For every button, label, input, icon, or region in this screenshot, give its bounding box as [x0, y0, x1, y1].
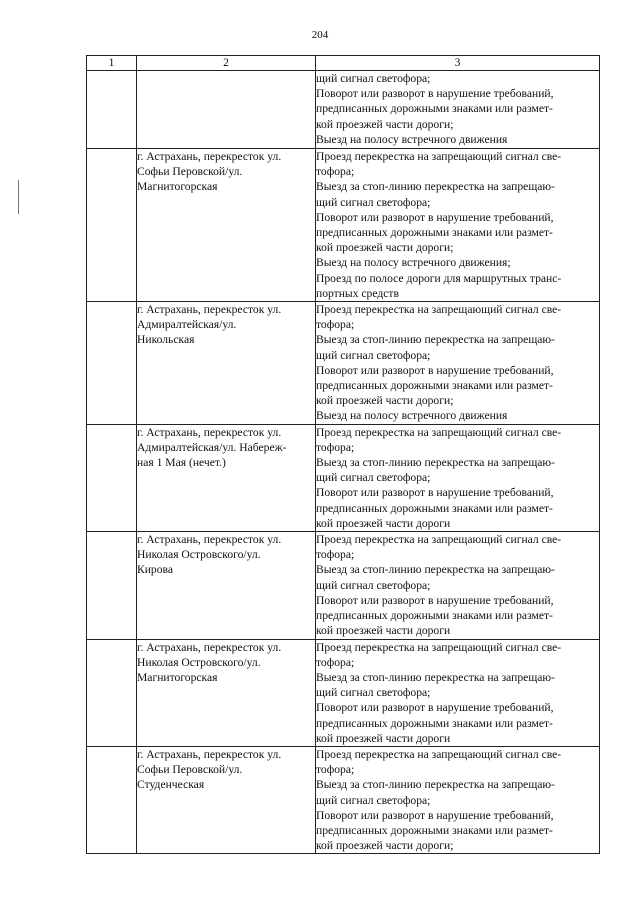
violation-line: щий сигнал светофора; [316, 686, 431, 700]
row-number-cell [87, 746, 137, 853]
violation-line: предписанных дорожными знаками или размет- [316, 226, 553, 240]
location-cell: г. Астрахань, перекресток ул. Софьи Перовской/ул. Студенческая [137, 746, 316, 853]
violation-line: щий сигнал светофора; [316, 578, 431, 592]
location-cell: г. Астрахань, перекресток ул. Адмиралтейская/ул. Набереж- ная 1 Мая (нечет.) [137, 424, 316, 531]
row-number-cell [87, 424, 137, 531]
table-row [87, 746, 600, 853]
table-row [87, 639, 600, 746]
violation-line: тофора; [316, 165, 355, 179]
traffic-camera-table [86, 55, 600, 854]
violation-line: тофора; [316, 440, 355, 454]
violation-line: щий сигнал светофора; [316, 793, 431, 807]
violation-line: Поворот или разворот в нарушение требований, [316, 363, 554, 377]
violation-line: тофора; [316, 318, 355, 332]
violation-line: Поворот или разворот в нарушение требований, [316, 486, 554, 500]
row-number-cell [87, 71, 137, 149]
violation-line: Выезд за стоп-линию перекрестка на запрещаю- [316, 180, 555, 194]
violation-line: предписанных дорожными знаками или размет- [316, 102, 553, 116]
violation-line: кой проезжей части дороги; [316, 394, 454, 408]
violation-line: предписанных дорожными знаками или размет- [316, 501, 553, 515]
column-header-2: 2 [137, 56, 316, 71]
violation-line: Проезд перекрестка на запрещающий сигнал све- [316, 533, 562, 547]
location-cell: г. Астрахань, перекресток ул. Адмиралтейская/ул. Никольская [137, 302, 316, 425]
violation-line: предписанных дорожными знаками или размет- [316, 716, 553, 730]
violations-cell [316, 302, 600, 425]
violation-line: предписанных дорожными знаками или размет- [316, 379, 553, 393]
violation-line: Проезд перекрестка на запрещающий сигнал све- [316, 747, 562, 761]
scan-mark [18, 180, 19, 214]
violation-line: кой проезжей части дороги; [316, 117, 454, 131]
table-body [87, 71, 600, 854]
violations-cell [316, 639, 600, 746]
violation-line: Проезд перекрестка на запрещающий сигнал све- [316, 150, 562, 163]
violation-line: Выезд на полосу встречного движения [316, 409, 508, 423]
violation-line: Поворот или разворот в нарушение требований, [316, 701, 554, 715]
location-cell: г. Астрахань, перекресток ул. Николая Островского/ул. Магнитогорская [137, 639, 316, 746]
row-number-cell [87, 639, 137, 746]
violation-line: предписанных дорожными знаками или размет- [316, 609, 553, 623]
violation-line: Выезд за стоп-линию перекрестка на запрещаю- [316, 778, 555, 792]
violation-line: Проезд перекрестка на запрещающий сигнал све- [316, 640, 562, 654]
table-row [87, 71, 600, 149]
row-number-cell [87, 149, 137, 302]
table-row [87, 302, 600, 425]
violation-line: Поворот или разворот в нарушение требований, [316, 210, 554, 224]
violation-line: Проезд по полосе дороги для маршрутных транс- [316, 271, 562, 285]
violation-line: кой проезжей части дороги; [316, 839, 454, 853]
violation-line: кой проезжей части дороги; [316, 241, 454, 255]
location-cell: г. Астрахань, перекресток ул. Николая Островского/ул. Кирова [137, 532, 316, 639]
violation-line: щий сигнал светофора; [316, 471, 431, 485]
location-cell [137, 71, 316, 149]
violation-line: кой проезжей части дороги [316, 516, 451, 530]
column-header-1: 1 [87, 56, 137, 71]
row-number-cell [87, 532, 137, 639]
location-cell: г. Астрахань, перекресток ул. Софьи Перовской/ул. Магнитогорская [137, 149, 316, 302]
violation-line: щий сигнал светофора; [316, 195, 431, 209]
violations-cell [316, 424, 600, 531]
violation-line: предписанных дорожными знаками или размет- [316, 823, 553, 837]
violation-line: щий сигнал светофора; [316, 348, 431, 362]
violation-line: Проезд перекрестка на запрещающий сигнал све- [316, 303, 562, 317]
violation-line: Выезд за стоп-линию перекрестка на запрещаю- [316, 563, 555, 577]
violations-cell [316, 71, 600, 149]
table-row [87, 149, 600, 302]
violations-cell [316, 532, 600, 639]
violation-line: щий сигнал светофора; [316, 72, 431, 85]
table-row [87, 424, 600, 531]
violation-line: Выезд за стоп-линию перекрестка на запрещаю- [316, 456, 555, 470]
page-number: 204 [311, 29, 329, 41]
violations-cell [316, 149, 600, 302]
violation-line: Выезд на полосу встречного движения; [316, 256, 511, 270]
violation-line: Поворот или разворот в нарушение требований, [316, 87, 554, 101]
row-number-cell [87, 302, 137, 425]
table-header-row [87, 56, 600, 71]
violation-line: Поворот или разворот в нарушение требований, [316, 808, 554, 822]
violation-line: Выезд за стоп-линию перекрестка на запрещаю- [316, 670, 555, 684]
violation-line: кой проезжей части дороги [316, 731, 451, 745]
violation-line: тофора; [316, 548, 355, 562]
violations-cell [316, 746, 600, 853]
column-header-3: 3 [316, 56, 600, 71]
violation-line: кой проезжей части дороги [316, 624, 451, 638]
table-row [87, 532, 600, 639]
violation-line: Выезд за стоп-линию перекрестка на запрещаю- [316, 333, 555, 347]
violation-line: тофора; [316, 655, 355, 669]
violation-line: тофора; [316, 763, 355, 777]
violation-line: Поворот или разворот в нарушение требований, [316, 593, 554, 607]
violation-line: Проезд перекрестка на запрещающий сигнал све- [316, 425, 562, 439]
violation-line: Выезд на полосу встречного движения [316, 132, 508, 146]
violation-line: портных средств [316, 286, 399, 300]
